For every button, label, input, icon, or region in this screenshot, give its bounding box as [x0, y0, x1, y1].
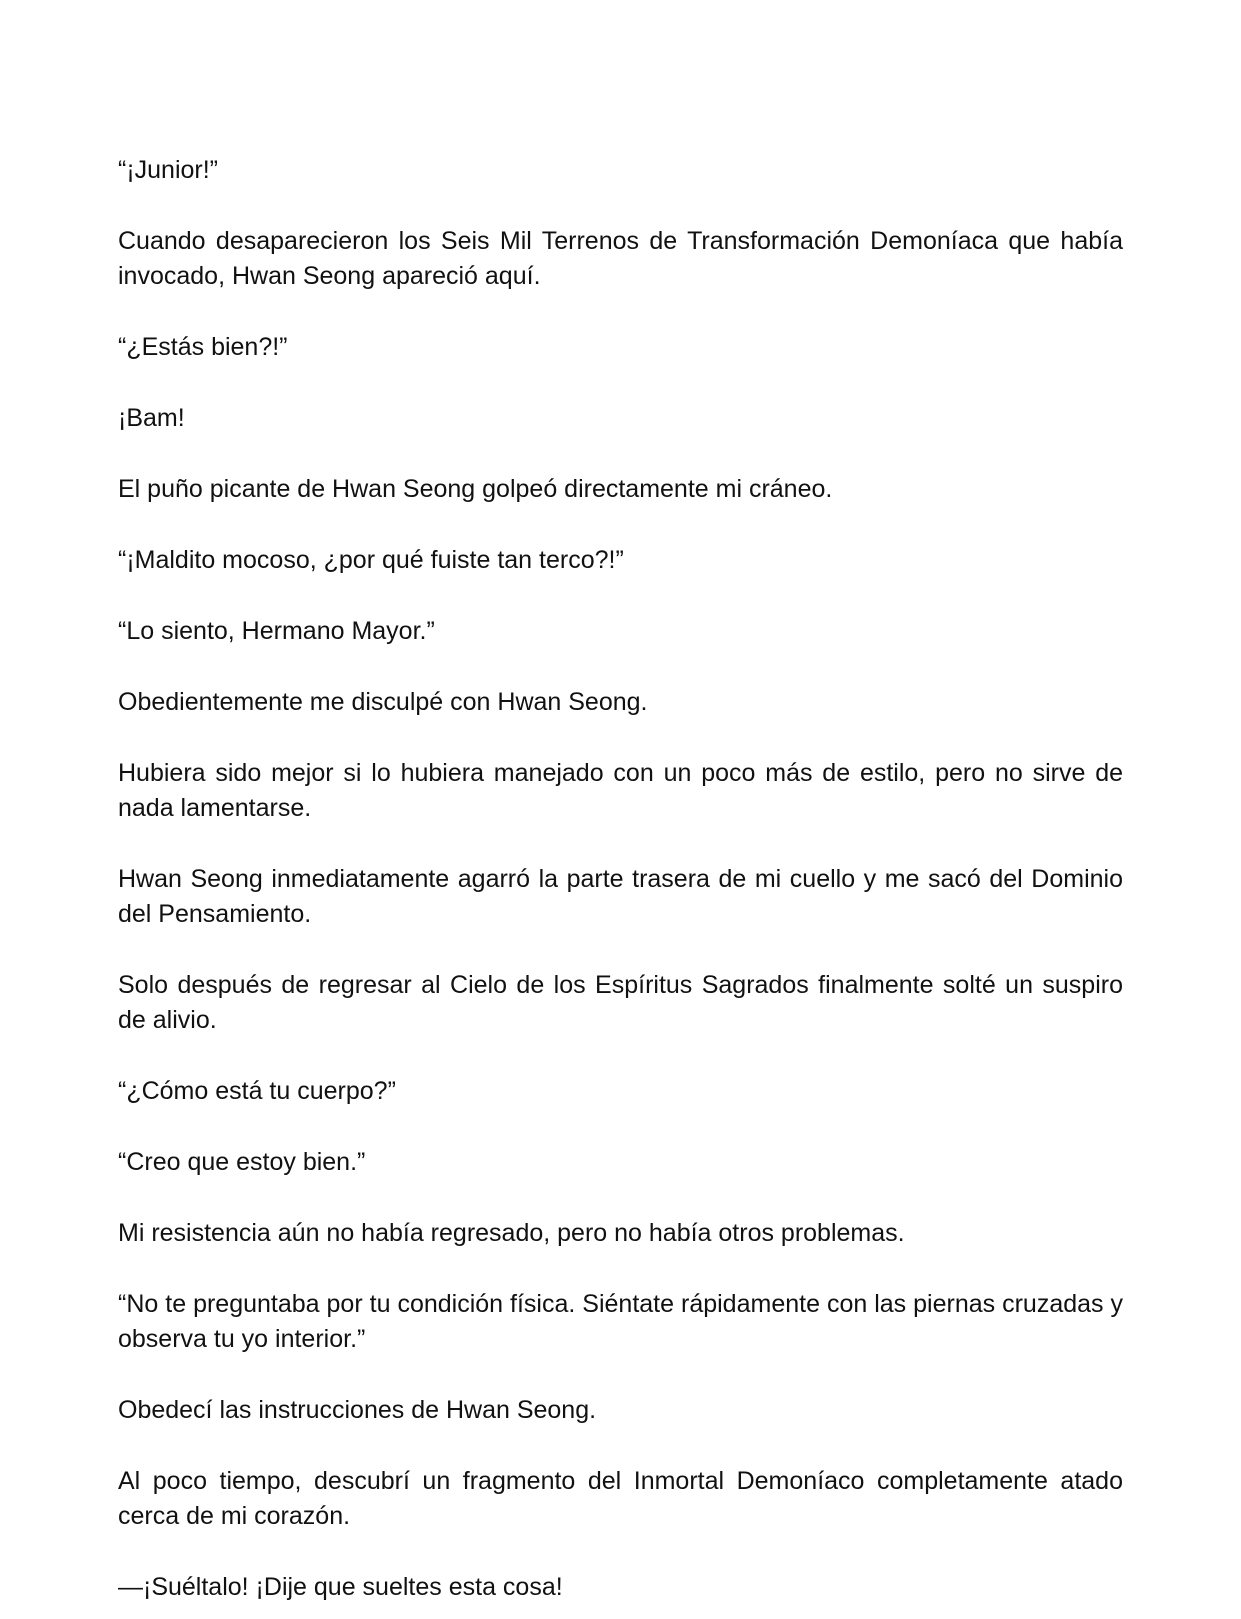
paragraph: “No te preguntaba por tu condición física. Siéntate rápidamente con las piernas cruzadas y observa tu yo interior.”	[118, 1290, 1130, 1353]
paragraph: Obedientemente me disculpé con Hwan Seong.	[118, 688, 648, 716]
paragraph: “Lo siento, Hermano Mayor.”	[118, 617, 435, 645]
paragraph: El puño picante de Hwan Seong golpeó directamente mi cráneo.	[118, 475, 833, 503]
document-body	[118, 153, 1130, 1605]
paragraph: “¿Cómo está tu cuerpo?”	[118, 1077, 396, 1105]
paragraph: Hwan Seong inmediatamente agarró la parte trasera de mi cuello y me sacó del Dominio del Pensamiento.	[118, 865, 1130, 928]
paragraph: “Creo que estoy bien.”	[118, 1148, 366, 1176]
paragraph: “¡Maldito mocoso, ¿por qué fuiste tan terco?!”	[118, 546, 624, 574]
paragraph: —¡Suéltalo! ¡Dije que sueltes esta cosa!	[118, 1573, 563, 1601]
paragraph: Cuando desaparecieron los Seis Mil Terrenos de Transformación Demoníaca que había invocado, Hwan Seong apareció aquí.	[118, 227, 1130, 290]
paragraph: ¡Bam!	[118, 404, 185, 432]
paragraph: Solo después de regresar al Cielo de los Espíritus Sagrados finalmente solté un suspiro de alivio.	[118, 971, 1130, 1034]
paragraph: “¡Junior!”	[118, 156, 219, 184]
paragraph: Obedecí las instrucciones de Hwan Seong.	[118, 1396, 597, 1424]
paragraph: Hubiera sido mejor si lo hubiera manejado con un poco más de estilo, pero no sirve de nada lamentarse.	[118, 759, 1130, 822]
paragraph: “¿Estás bien?!”	[118, 333, 288, 361]
paragraph: Mi resistencia aún no había regresado, pero no había otros problemas.	[118, 1219, 905, 1247]
paragraph: Al poco tiempo, descubrí un fragmento del Inmortal Demoníaco completamente atado cerca de mi corazón.	[118, 1467, 1130, 1530]
